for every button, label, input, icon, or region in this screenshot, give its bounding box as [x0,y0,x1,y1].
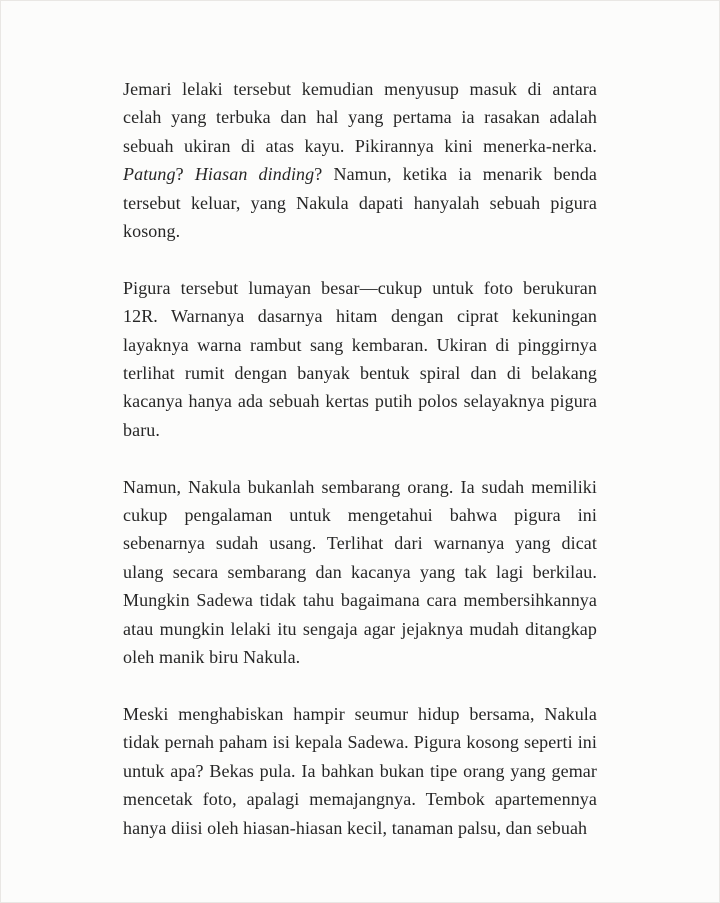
paragraph-1-text: ? [175,164,195,185]
paragraph-4-text: Meski menghabiskan hampir seumur hidup bersama, Nakula tidak pernah paham isi kepala Sadewa. Pigura kosong seperti ini untuk apa? Bekas pula. Ia bahkan bukan tipe orang yang gemar mencetak foto, apalagi memajangnya. Tembok apartemennya hanya diisi oleh hiasan-hiasan kecil, tanaman palsu, dan sebuah [123,703,597,838]
paragraph-1-text: ? Namun, ketika ia menarik benda tersebut keluar, yang Nakula dapati hanyalah sebuah pigura kosong. [123,164,597,242]
paragraph-3-text: Namun, Nakula bukanlah sembarang orang. Ia sudah memiliki cukup pengalaman untuk mengetahui bahwa pigura ini sebenarnya sudah usang. Terlihat dari warnanya yang dicat ulang secara sembarang dan kacanya yang tak lagi berkilau. Mungkin Sadewa tidak tahu bagaimana cara membersihkannya atau mungkin lelaki itu sengaja agar jejaknya mudah ditangkap oleh manik biru Nakula. [123,476,597,668]
paragraph-2-text: Pigura tersebut lumayan besar—cukup untuk foto berukuran 12R. Warnanya dasarnya hitam dengan ciprat kekuningan layaknya warna rambut sang kembaran. Ukiran di pinggirnya terlihat rumit dengan banyak bentuk spiral dan di belakang kacanya hanya ada sebuah kertas putih polos selayaknya pigura baru. [123,277,597,440]
paragraph-1 [123,75,597,245]
paragraph-1-text: Jemari lelaki tersebut kemudian menyusup masuk di antara celah yang terbuka dan hal yang pertama ia rasakan adalah sebuah ukiran di atas kayu. Pikirannya kini menerka-nerka. [123,79,597,156]
paragraph-1-italic-patung: Patung [123,164,176,185]
story-text [123,75,597,842]
paragraph-2 [123,274,597,444]
paragraph-1-italic-hiasan-dinding: Hiasan dinding [194,164,315,185]
paragraph-3 [123,473,597,672]
paragraph-4 [123,700,597,842]
